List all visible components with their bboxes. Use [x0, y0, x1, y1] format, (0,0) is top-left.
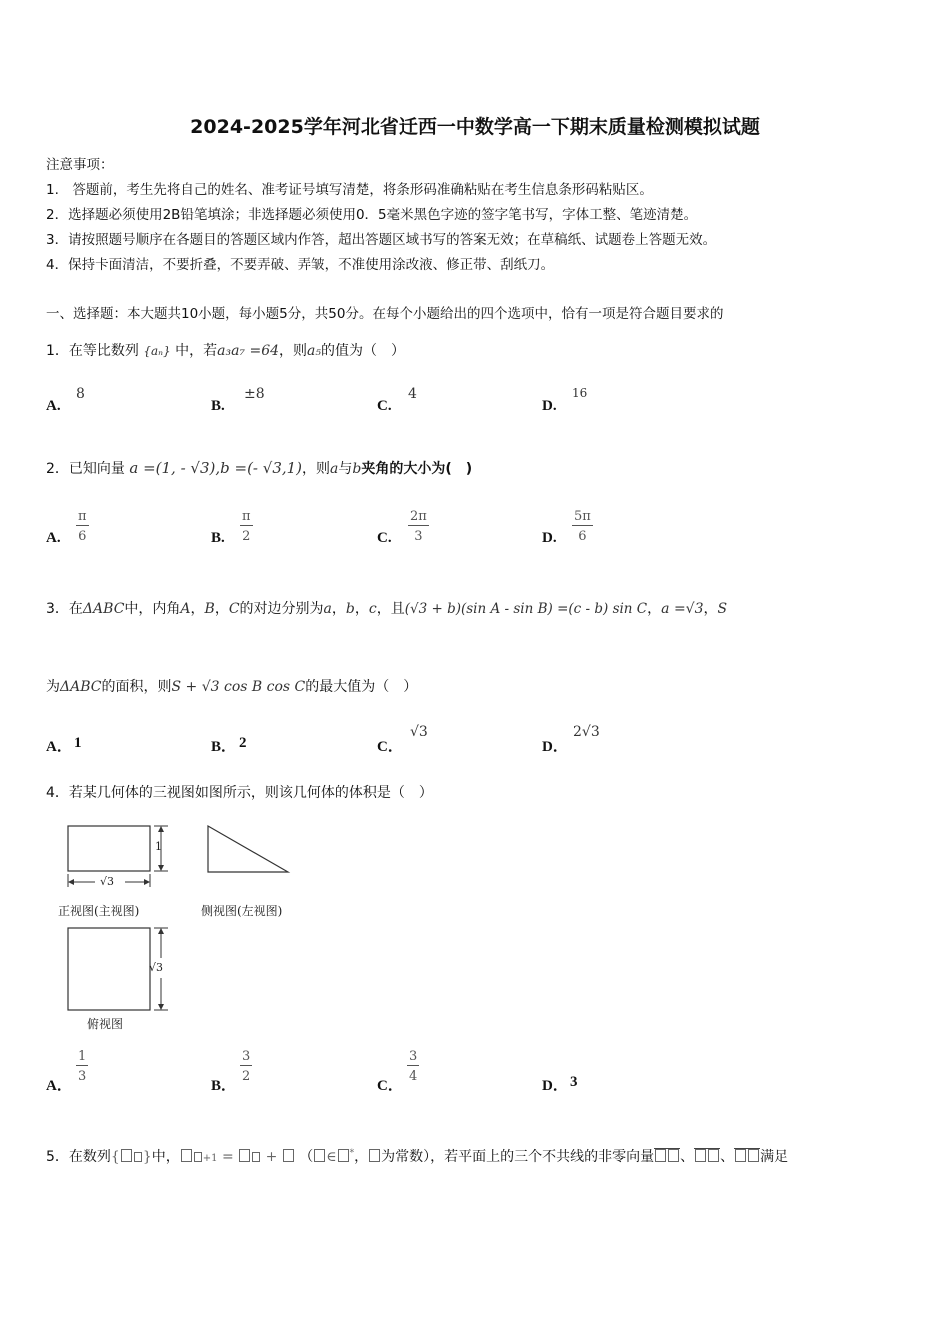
option-a: 8 [76, 386, 85, 402]
option-label-a: A． [46, 1078, 72, 1094]
option-label-b: B. [211, 398, 225, 414]
option-c: √3 [410, 724, 428, 740]
missing-glyph-icon [338, 1149, 349, 1162]
option-a: 1 [74, 735, 82, 751]
question-number: 2． [46, 461, 69, 477]
math-expr: A [180, 601, 191, 617]
question-text: 中， [151, 1149, 180, 1165]
dimension-label: 1 [155, 840, 162, 853]
question-number: 1． [46, 343, 69, 359]
question-text: 中，若 [175, 343, 218, 359]
three-view-figure [50, 820, 320, 1035]
option-d: $\frac{5\pi}{6}$ [574, 509, 591, 544]
punct: ， [331, 601, 346, 617]
question-2 [46, 458, 472, 478]
question-text: 若某几何体的三视图如图所示，则该几何体的体积是（ ） [68, 785, 433, 801]
missing-glyph-icon [181, 1149, 192, 1162]
notice-heading: 注意事项： [46, 157, 114, 173]
question-text: 的值为（ ） [321, 343, 406, 359]
option-label-c: C． [377, 739, 403, 755]
arrow-icon [158, 928, 164, 934]
punct: ， [214, 601, 229, 617]
question-text: 满足 [760, 1149, 789, 1165]
arrow-icon [68, 879, 74, 885]
math-expr: (√3 + b)(sin A - sin B) =(c - b) sin C [404, 601, 648, 617]
punct: ， [190, 601, 205, 617]
math-expr: S + √3 cos B cos C [171, 679, 306, 695]
question-number: 4． [46, 785, 69, 801]
math-expr: {aₙ} [143, 344, 171, 358]
option-a: $\frac{\pi}{6}$ [78, 509, 87, 544]
math-expr: +1 [202, 1153, 218, 1164]
math-expr: S [717, 601, 728, 617]
section-heading: 一、选择题：本大题共10小题，每小题5分，共50分。在每个小题给出的四个选项中，恰有一项是符合题目要求的 [46, 306, 724, 322]
question-text: ，则 [279, 343, 308, 359]
math-expr: + [265, 1149, 278, 1165]
math-expr: a =√3 [661, 601, 704, 617]
question-text: ，则 [302, 461, 331, 477]
option-label-d: D. [542, 398, 557, 414]
math-expr: = [221, 1149, 234, 1165]
math-expr: a₃a₇ =64 [217, 343, 280, 359]
missing-glyph-icon [239, 1149, 250, 1162]
vector-icon [654, 1148, 680, 1165]
missing-glyph-icon [252, 1152, 260, 1162]
question-number: 3． [46, 601, 69, 617]
option-a: $\frac{1}{3}$ [78, 1049, 87, 1084]
question-3 [46, 598, 727, 618]
option-b: 2 [239, 735, 247, 751]
question-text: 在数列 [68, 1149, 111, 1165]
question-text: 为 [46, 679, 60, 695]
option-label-a: A. [46, 530, 61, 546]
front-view-caption: 正视图(主视图) [58, 904, 140, 918]
dimension-label: √3 [100, 875, 115, 888]
option-b: $\frac{3}{2}$ [242, 1049, 251, 1084]
option-label-c: C. [377, 398, 392, 414]
arrow-icon [158, 1004, 164, 1010]
question-text: ，且 [376, 601, 405, 617]
side-view-caption: 侧视图(左视图) [201, 904, 283, 918]
option-c: 4 [408, 386, 417, 402]
option-label-b: B． [211, 1078, 237, 1094]
math-expr: c [368, 601, 377, 617]
option-label-a: A． [46, 739, 72, 755]
math-expr: a =(1, - √3),b =(- √3,1) [129, 459, 303, 477]
option-d: 16 [572, 386, 588, 400]
arrow-icon [144, 879, 150, 885]
punct: （ [299, 1149, 314, 1165]
missing-glyph-icon: { } [110, 1149, 152, 1165]
math-expr: a₅ [307, 343, 322, 359]
option-label-d: D． [542, 739, 568, 755]
punct: ， [354, 601, 369, 617]
punct: ， [354, 1149, 369, 1165]
option-label-c: C. [377, 530, 392, 546]
punct: ， [703, 601, 718, 617]
option-label-d: D. [542, 530, 557, 546]
math-expr: a [323, 601, 332, 617]
question-1 [46, 340, 405, 360]
question-text: 已知向量 [68, 461, 125, 477]
option-label-d: D． [542, 1078, 568, 1094]
question-text: 在 [68, 601, 83, 617]
notice-item: 3．请按照题号顺序在各题目的答题区域内作答，超出答题区域书写的答案无效；在草稿纸、试题卷上答题无效。 [46, 232, 717, 248]
question-text: 为常数），若平面上的三个不共线的非零向量 [381, 1149, 655, 1165]
top-view-rect [68, 928, 150, 1010]
question-text: 与 [338, 461, 353, 477]
math-expr: * [349, 1148, 355, 1159]
option-label-c: C． [377, 1078, 403, 1094]
math-expr: a [330, 461, 339, 477]
option-label-a: A. [46, 398, 61, 414]
question-text: 的对边分别为 [239, 601, 324, 617]
front-view-rect [68, 826, 150, 871]
math-expr: b [352, 461, 362, 477]
punct: 、 [680, 1149, 695, 1165]
math-expr: C [228, 601, 240, 617]
missing-glyph-icon [283, 1149, 294, 1162]
option-b: $\frac{\pi}{2}$ [242, 509, 251, 544]
question-4 [46, 782, 433, 802]
option-b: ±8 [244, 386, 265, 402]
question-5 [46, 1146, 788, 1166]
question-text: 中，内角 [124, 601, 181, 617]
option-d: 2√3 [573, 724, 600, 740]
punct: ， [647, 601, 662, 617]
option-d: 3 [570, 1074, 578, 1090]
side-view-triangle [208, 826, 288, 872]
arrow-icon [158, 865, 164, 871]
missing-glyph-icon [314, 1149, 325, 1162]
dimension-label: √3 [149, 961, 164, 974]
missing-glyph-icon [194, 1152, 202, 1162]
question-3-cont [46, 676, 417, 696]
arrow-icon [158, 826, 164, 832]
option-c: $\frac{2\pi}{3}$ [410, 509, 427, 544]
missing-glyph-icon [369, 1149, 380, 1162]
notice-item: 1. 答题前，考生先将自己的姓名、准考证号填写清楚，将条形码准确粘贴在考生信息条形码粘贴区。 [46, 182, 653, 198]
vector-icon [734, 1148, 760, 1165]
notice-item: 4．保持卡面清洁，不要折叠，不要弄破、弄皱，不准使用涂改液、修正带、刮纸刀。 [46, 257, 555, 273]
top-view-caption: 俯视图 [87, 1017, 124, 1031]
punct: 、 [720, 1149, 735, 1165]
question-number: 5． [46, 1149, 69, 1165]
question-text: 的最大值为（ ） [305, 679, 418, 695]
notice-item: 2．选择题必须使用2B铅笔填涂；非选择题必须使用0．5毫米黑色字迹的签字笔书写，字体工整、笔迹清楚。 [46, 207, 698, 223]
math-expr: ΔABC [82, 601, 125, 617]
math-expr: ΔABC [60, 679, 102, 695]
option-label-b: B． [211, 739, 237, 755]
question-text: 夹角的大小为( ) [361, 461, 473, 477]
question-text: 的面积，则 [101, 679, 172, 695]
page-title: 2024-2025学年河北省迁西一中数学高一下期末质量检测模拟试题 [190, 116, 760, 138]
option-label-b: B. [211, 530, 225, 546]
math-expr: ∈ [326, 1149, 337, 1165]
vector-icon [694, 1148, 720, 1165]
question-text: 在等比数列 [68, 343, 139, 359]
option-c: $\frac{3}{4}$ [409, 1049, 418, 1084]
math-expr: B [204, 601, 215, 617]
math-expr: b [345, 601, 355, 617]
